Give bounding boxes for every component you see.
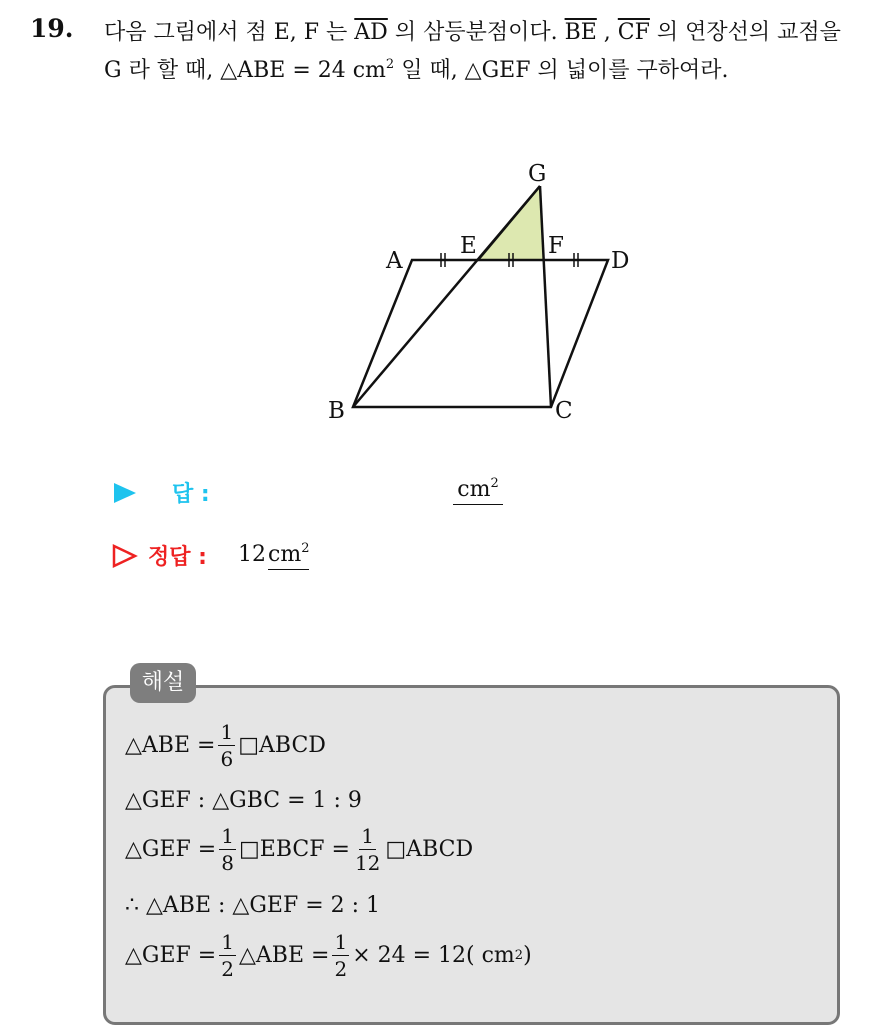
segment-cf: $\overline{CF}$ [617,20,650,45]
answer-blank[interactable] [453,477,503,505]
geometry-figure [320,150,650,440]
fraction-numerator: 1 [361,824,375,848]
correct-value: 12 [238,542,266,567]
answer-label: 답 : [172,482,210,507]
label-f: F [548,233,564,259]
sol-text: △GEF = [125,837,217,862]
answer-unit: cm [457,477,491,502]
solution-line-1 [125,722,326,769]
sol-text: ) [523,943,532,968]
answer-unit-sup: 2 [490,476,499,491]
solution-tab: 해설 [130,663,196,703]
sol-text: × 24 = 12( cm [352,943,515,968]
answer-marker-icon [112,481,138,505]
correct-label: 정답 : [148,545,207,570]
fraction-numerator: 1 [220,720,234,744]
question-text-part: 일 때, △GEF 의 넓이를 구하여라. [394,58,729,83]
line-cg [540,186,551,407]
segment-be: $\overline{BE}$ [564,20,597,45]
label-d: D [611,248,630,274]
question-text-part: , [596,20,618,45]
sol-text: △GEF : △GBC = 1 : 9 [125,788,362,813]
segment-ad: $\overline{AD}$ [354,20,388,45]
question-text-part: 의 삼등분점이다. [387,20,565,45]
solution-line-5: △GEF = $\frac{1}{2}$ △ABE = $\frac{1}{2}$ × 24 = 12( cm 2 ) [125,930,532,981]
parallelogram-abcd [353,260,608,407]
fraction-numerator: 1 [334,930,348,954]
sol-text: △GEF = [125,943,217,968]
question-text [104,14,864,90]
sol-text: □ABCD [238,733,326,758]
label-e: E [460,233,477,259]
fraction-denominator: 6 [220,747,234,771]
correct-answer-row [112,538,612,574]
fraction-denominator: 2 [334,957,348,981]
fraction-denominator: 12 [354,851,381,875]
correct-unit: cm [268,542,302,567]
question-text-part: 의 연장선의 교점을 G 라 할 때, △ABE = 24 cm [104,20,841,83]
correct-unit-sup: 2 [301,541,310,556]
solution-line-4 [125,893,380,918]
fraction [353,826,382,873]
solution-line-3 [125,826,473,873]
sol-text: □ABCD [385,837,474,862]
label-c: C [555,398,573,424]
correct-unit-wrap [268,542,309,570]
label-b: B [328,398,345,424]
label-g: G [528,161,547,187]
fraction [219,826,236,873]
fraction [218,722,235,769]
fraction-numerator: 1 [221,824,234,848]
label-a: A [386,248,403,274]
fraction [219,932,236,979]
answer-row [112,475,612,511]
correct-marker-icon [112,544,138,568]
question-number: 19. [30,14,74,43]
superscript: 2 [385,57,395,72]
fraction-denominator: 2 [221,957,234,981]
question-text-part: 다음 그림에서 점 E, F 는 [104,20,355,45]
fraction [332,932,349,979]
sol-text: △ABE = [238,943,330,968]
fraction-numerator: 1 [221,930,234,954]
sol-text: □EBCF = [238,837,350,862]
fraction-denominator: 8 [221,851,234,875]
solution-line-2 [125,788,362,813]
sol-text: △ABE = [125,733,216,758]
correct-value-wrap [238,542,309,567]
sol-text: ∴ △ABE : △GEF = 2 : 1 [125,893,381,918]
